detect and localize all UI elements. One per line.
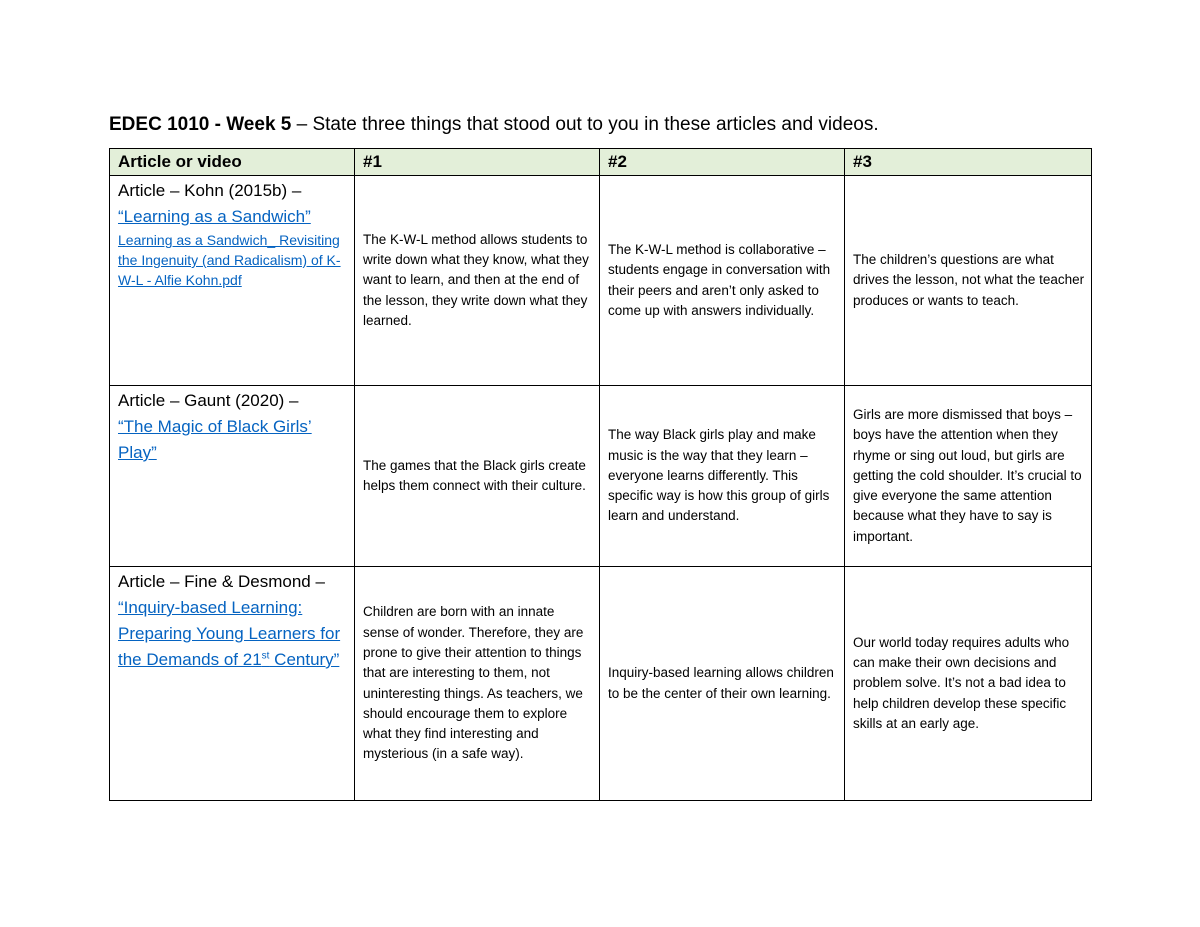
point-2-text: The way Black girls play and make music is the way that they learn – everyone learns differently. This specific way is how this group of girls learn and understand.	[608, 427, 830, 524]
point-3-cell	[845, 567, 1092, 801]
point-2-cell	[600, 386, 845, 567]
point-2-text: The K-W-L method is collaborative – students engage in conversation with their peers and aren’t only asked to come up with answers individually.	[608, 241, 831, 318]
article-cell	[110, 176, 355, 386]
point-3-text: Girls are more dismissed that boys – boys have the attention when they rhyme or sing out loud, but girls are getting the cold shoulder. It’s crucial to give everyone the same attention because what they have to say is important.	[853, 406, 1082, 544]
article-citation: Article – Kohn (2015b) –	[118, 181, 302, 200]
title-instruction: – State three things that stood out to you in these articles and videos.	[291, 114, 879, 135]
article-file-link[interactable]: Learning as a Sandwich_ Revisiting the Ingenuity (and Radicalism) of K-W-L - Alfie Kohn.pdf	[118, 232, 341, 288]
article-cell	[110, 386, 355, 567]
article-title-link-end: Century”	[269, 650, 340, 669]
header-2: #2	[600, 149, 845, 176]
point-1-text: The games that the Black girls create helps them connect with their culture.	[363, 457, 586, 493]
point-3-text: Our world today requires adults who can make their own decisions and problem solve. It’s not a bad idea to help children develop these specific skills at an early age.	[853, 634, 1070, 731]
header-3: #3	[845, 149, 1092, 176]
table-row	[110, 176, 1092, 386]
article-citation: Article – Fine & Desmond –	[118, 572, 325, 591]
reflection-table	[109, 148, 1092, 801]
article-title-link-text: “Inquiry-based Learning: Preparing Young Learners for the Demands of 21	[118, 598, 341, 669]
table-header-row	[110, 149, 1092, 176]
point-1-cell	[355, 176, 600, 386]
article-citation: Article – Gaunt (2020) –	[118, 391, 299, 410]
point-1-cell	[355, 567, 600, 801]
point-2-text: Inquiry-based learning allows children to be the center of their own learning.	[608, 665, 834, 701]
article-cell	[110, 567, 355, 801]
ordinal-superscript: st	[261, 650, 270, 662]
table-row	[110, 386, 1092, 567]
header-article-or-video: Article or video	[110, 149, 355, 176]
article-title-link[interactable]	[118, 598, 340, 669]
point-3-cell	[845, 176, 1092, 386]
article-title-link[interactable]: “Learning as a Sandwich”	[118, 207, 311, 226]
point-1-text: The K-W-L method allows students to write down what they know, what they want to learn, and then at the end of the lesson, they write down what they learned.	[363, 231, 589, 328]
point-1-cell	[355, 386, 600, 567]
title-course-week: EDEC 1010 - Week 5	[109, 114, 292, 135]
document-title	[109, 112, 1099, 138]
point-2-cell	[600, 176, 845, 386]
point-3-text: The children’s questions are what drives the lesson, not what the teacher produces or wants to teach.	[853, 252, 1085, 308]
table-row	[110, 567, 1092, 801]
article-title-link[interactable]: “The Magic of Black Girls’ Play”	[118, 417, 312, 462]
point-3-cell	[845, 386, 1092, 567]
header-1: #1	[355, 149, 600, 176]
point-1-text: Children are born with an innate sense of wonder. Therefore, they are prone to give their attention to things that are interesting to them, not uninteresting things. As teachers, we should encourage them to explore what they find interesting and mysterious (in a safe way).	[363, 604, 584, 762]
point-2-cell	[600, 567, 845, 801]
